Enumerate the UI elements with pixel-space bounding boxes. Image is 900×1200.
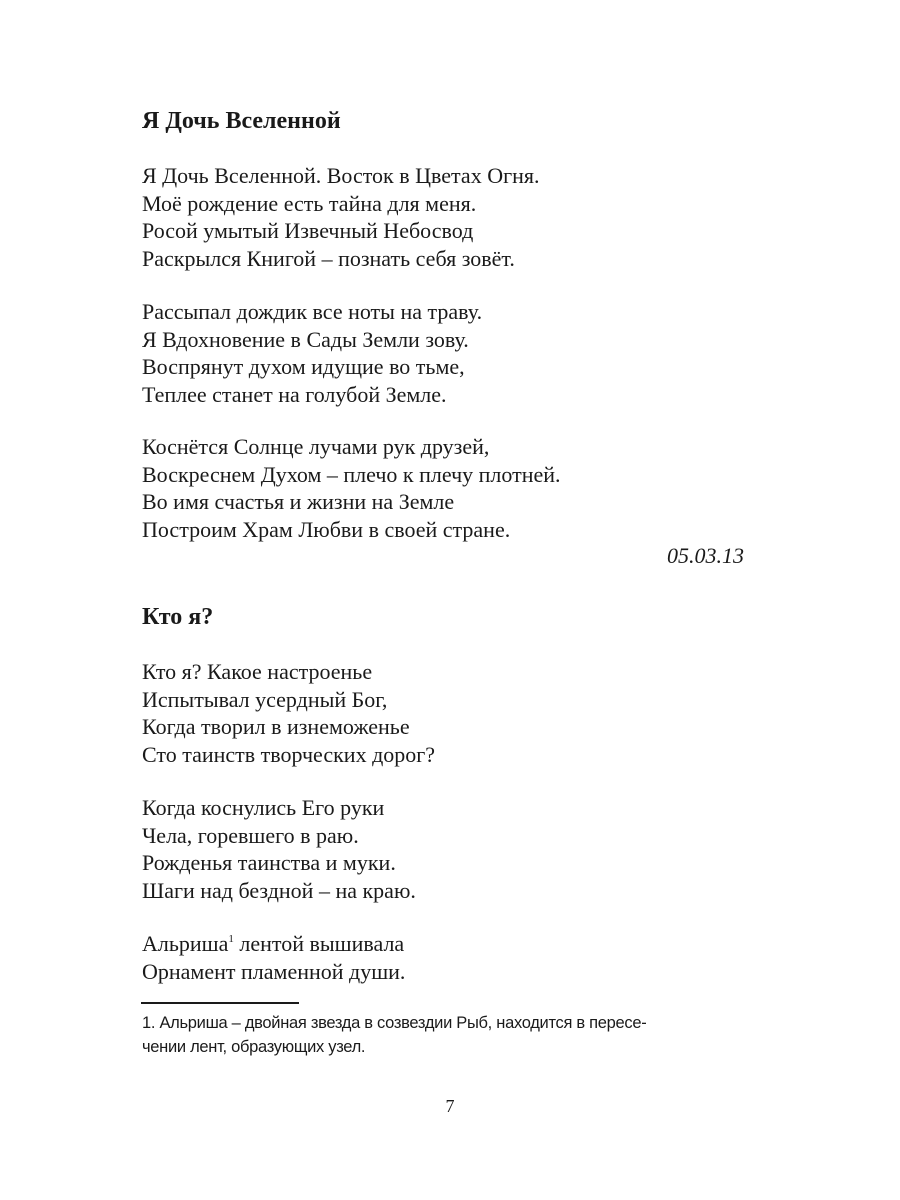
poem-stanza (142, 162, 540, 272)
poem-line: Шаги над бездной – на краю. (142, 877, 416, 903)
poem-line: Раскрылся Книгой – познать себя зовёт. (142, 245, 515, 271)
page-number: 7 (445, 1096, 455, 1116)
poem-line: Когда коснулись Его руки (142, 795, 385, 820)
footnote-line: 1. Альриша – двойная звезда в созвездии Рыб, находится в пересе- (142, 1014, 647, 1032)
poem-line: Когда творил в изнеможенье (142, 714, 410, 739)
poem-line: Рассыпал дождик все ноты на траву. (142, 299, 483, 324)
poem-line: Росой умытый Извечный Небосвод (142, 218, 474, 243)
poem-line: Воскреснем Духом – плечо к плечу плотней. (142, 461, 561, 487)
footnote (142, 1011, 762, 1059)
poem-line: Я Дочь Вселенной. Восток в Цветах Огня. (142, 163, 540, 188)
poem-line: Орнамент пламенной души. (142, 958, 406, 984)
poem-title: Кто я? (142, 604, 214, 630)
poem-stanza (142, 298, 482, 408)
poem-stanza (142, 794, 416, 904)
poem-line: Моё рождение есть тайна для меня. (142, 190, 477, 216)
poem-line: Воспрянут духом идущие во тьме, (142, 354, 465, 379)
poem-line: Испытывал усердный Бог, (142, 686, 388, 712)
poem-line (142, 930, 405, 958)
poem-line: Рожденья таинства и муки. (142, 850, 396, 875)
poem-line-start: Альриша (142, 931, 229, 956)
poem-line: Сто таинств творческих дорог? (142, 741, 436, 767)
footnote-divider (141, 1002, 299, 1004)
poem-title: Я Дочь Вселенной (142, 108, 341, 134)
poem-line: Построим Храм Любви в своей стране. (142, 516, 511, 542)
footnote-line: чении лент, образующих узел. (142, 1038, 366, 1056)
poem-line-rest: лентой вышивала (233, 931, 405, 956)
poem-line: Чела, горевшего в раю. (142, 822, 359, 848)
poem-line: Я Вдохновение в Сады Земли зову. (142, 326, 469, 352)
poem-date: 05.03.13 (667, 543, 744, 568)
poem-stanza (142, 433, 561, 543)
poem-stanza (142, 930, 405, 985)
poem-line: Теплее станет на голубой Земле. (142, 381, 447, 407)
footnote-reference[interactable]: 1 (228, 933, 234, 945)
poem-line: Кто я? Какое настроенье (142, 659, 373, 684)
poem-line: Во имя счастья и жизни на Земле (142, 489, 455, 514)
poem-stanza (142, 658, 435, 768)
poem-line: Коснётся Солнце лучами рук друзей, (142, 434, 490, 459)
